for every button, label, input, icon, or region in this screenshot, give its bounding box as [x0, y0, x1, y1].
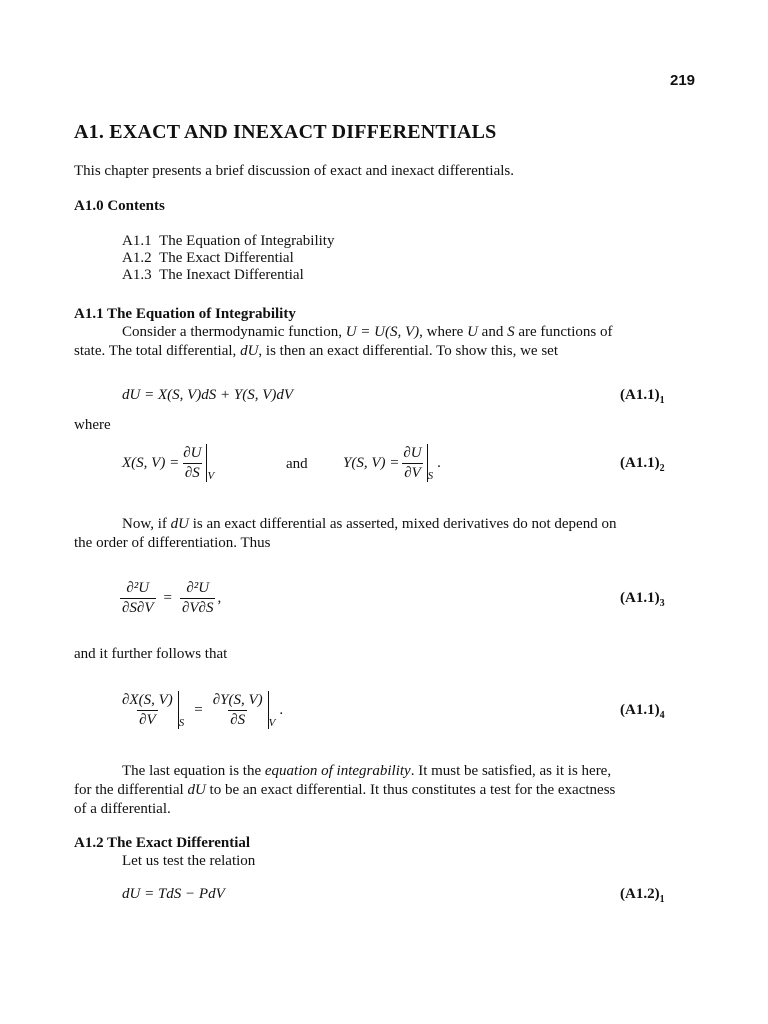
fraction-numerator: ∂²U: [186, 579, 210, 596]
equation-label-subscript: 2: [659, 463, 665, 474]
equation-a1-2-1: dU = TdS − PdV: [122, 886, 225, 902]
fraction-denominator: ∂V: [404, 464, 421, 481]
inline-math: U = U(S, V): [345, 324, 420, 340]
equation-label-subscript: 1: [659, 894, 665, 905]
paragraph-2-line-2: the order of differentiation. Thus: [74, 535, 271, 551]
contents-item-label: The Exact Differential: [159, 250, 294, 266]
text-run: state. The total differential,: [74, 343, 241, 359]
section-heading-exact: A1.2 The Exact Differential: [74, 835, 251, 851]
inline-math: dU: [240, 343, 259, 359]
equation-a1-1-2-left: [122, 440, 218, 486]
partial-fraction: [120, 692, 175, 729]
equals-sign: =: [163, 589, 172, 606]
inline-math: S: [507, 324, 515, 340]
paragraph-4-line-3: of a differential.: [74, 801, 171, 817]
second-partial-fraction: [180, 580, 216, 617]
punctuation: ,: [217, 589, 222, 606]
text-run: and: [477, 324, 508, 340]
paragraph-3: and it further follows that: [74, 646, 228, 662]
inline-math: U: [467, 324, 478, 340]
evaluation-subscript: S: [427, 470, 434, 482]
partial-fraction: [401, 445, 423, 482]
contents-item-number: A1.2: [122, 250, 152, 266]
partial-fraction: [181, 445, 203, 482]
equation-label-text: (A1.2): [620, 886, 660, 902]
text-run: Consider a thermodynamic function,: [122, 324, 346, 340]
equation-label-text: (A1.1): [620, 590, 660, 606]
contents-item-number: A1.1: [122, 233, 152, 249]
equation-label: [620, 886, 665, 905]
fraction-denominator: ∂V∂S: [181, 599, 214, 616]
fraction-denominator: ∂V: [139, 711, 156, 728]
contents-list: [122, 233, 334, 284]
fraction-denominator: ∂S: [184, 464, 200, 481]
fraction-numerator: ∂U: [183, 444, 202, 461]
partial-fraction: [211, 692, 265, 729]
second-partial-fraction: [120, 580, 156, 617]
evaluation-subscript: S: [178, 717, 185, 729]
contents-item-label: The Equation of Integrability: [159, 233, 335, 249]
fraction-numerator: ∂²U: [126, 579, 150, 596]
text-run: , where: [419, 324, 468, 340]
text-run: to be an exact differential. It thus constitutes a test for the exactness: [205, 782, 616, 798]
section-2-line-1: Let us test the relation: [122, 853, 256, 869]
page-number: 219: [670, 72, 696, 89]
equation-a1-1-1: dU = X(S, V)dS + Y(S, V)dV: [122, 387, 294, 403]
text-run: for the differential: [74, 782, 188, 798]
equation-label-text: (A1.1): [620, 455, 660, 471]
contents-item: [122, 233, 334, 250]
equation-label-subscript: 4: [659, 710, 665, 721]
where-text: where: [74, 417, 111, 433]
equation-label: [620, 387, 665, 406]
paragraph-1-line-1: [122, 323, 702, 342]
contents-heading: A1.0 Contents: [74, 198, 165, 214]
equation-label-text: (A1.1): [620, 387, 660, 403]
contents-item-number: A1.3: [122, 267, 152, 283]
paragraph-4-line-1: [122, 762, 611, 781]
paragraph-4-line-2: [74, 781, 615, 800]
evaluation-subscript: V: [268, 717, 276, 729]
fraction-numerator: ∂X(S, V): [122, 691, 173, 708]
fraction-numerator: ∂U: [403, 444, 422, 461]
text-run: . It must be satisfied, as it is here,: [410, 763, 612, 779]
punctuation: .: [279, 701, 284, 718]
equation-label: [620, 590, 665, 609]
intro-paragraph: This chapter presents a brief discussion of exact and inexact differentials.: [74, 163, 514, 179]
equation-a1-1-3: [118, 575, 221, 621]
inline-math: dU: [187, 782, 206, 798]
equation-a1-1-4: [118, 686, 283, 734]
paragraph-1-line-2: [74, 342, 558, 361]
equals-sign: =: [194, 701, 203, 718]
equation-label-subscript: 1: [659, 395, 665, 406]
inline-math: dU: [170, 516, 189, 532]
punctuation: .: [437, 454, 441, 471]
contents-item: [122, 267, 334, 284]
section-heading-integrability: A1.1 The Equation of Integrability: [74, 306, 296, 322]
text-run: The last equation is the: [122, 763, 265, 779]
equation-lhs: X(S, V) =: [122, 454, 180, 471]
chapter-title: A1. EXACT AND INEXACT DIFFERENTIALS: [74, 121, 497, 143]
contents-item-label: The Inexact Differential: [159, 267, 304, 283]
text-run: are functions of: [514, 324, 613, 340]
text-run: , is then an exact differential. To show this, we set: [258, 343, 558, 359]
text-run: Now, if: [122, 516, 171, 532]
equation-label-text: (A1.1): [620, 702, 660, 718]
evaluation-subscript: V: [207, 470, 215, 482]
emphasized-term: equation of integrability: [264, 763, 411, 779]
fraction-denominator: ∂S∂V: [122, 599, 154, 616]
fraction-numerator: ∂Y(S, V): [212, 691, 263, 708]
equation-label: [620, 702, 665, 721]
fraction-denominator: ∂S: [230, 711, 246, 728]
equation-a1-1-2-right: [343, 440, 441, 486]
equation-label: [620, 455, 665, 474]
contents-item: [122, 250, 334, 267]
equation-label-subscript: 3: [659, 598, 665, 609]
equation-lhs: Y(S, V) =: [343, 454, 400, 471]
paragraph-2-line-1: [122, 515, 616, 534]
and-text: and: [286, 456, 308, 472]
text-run: is an exact differential as asserted, mixed derivatives do not depend on: [188, 516, 617, 532]
